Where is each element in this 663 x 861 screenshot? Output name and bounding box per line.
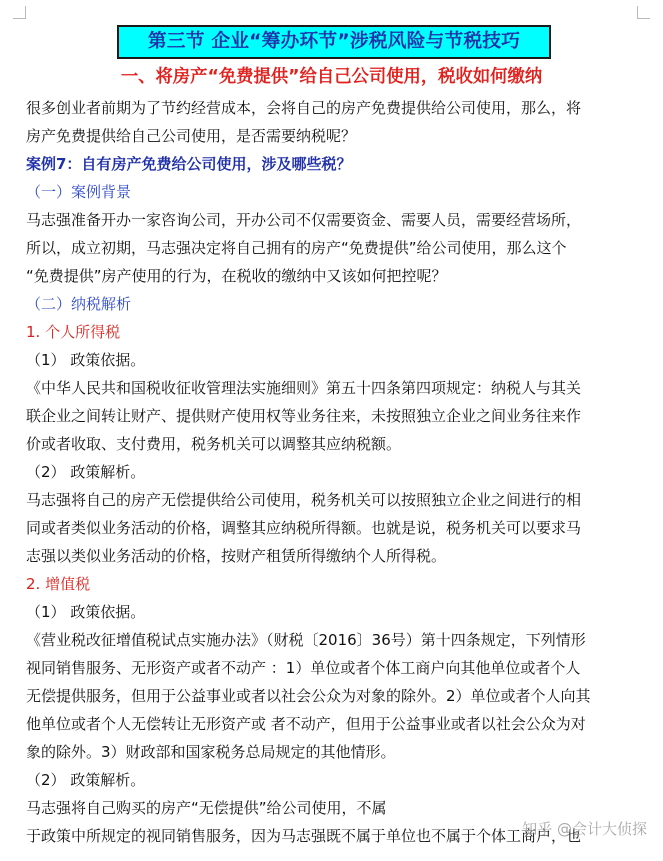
paragraph-line: 无偿提供服务，但用于公益事业或者以社会公众为对象的除外。2）单位或者个人向其 <box>26 687 591 705</box>
page-corner-mark-left <box>13 6 26 19</box>
paragraph-line: 于政策中所规定的视同销售服务，因为马志强既不属于单位也不属于个体工商户，也 <box>26 827 582 845</box>
section-subtitle: 一、将房产“免费提供”给自己公司使用，税收如何缴纳 <box>120 67 543 87</box>
paragraph-line: 联企业之间转让财产、提供财产使用权等业务往来，未按照独立企业之间业务往来作 <box>26 407 582 425</box>
paragraph-line: 志强以类似业务活动的价格，按财产租赁所得缴纳个人所得税。 <box>26 547 447 565</box>
item-heading: （1） 政策依据。 <box>26 351 146 369</box>
paragraph-line: 视同销售服务、无形资产或者不动产 ：1）单位或者个体工商户向其他单位或者个人 <box>26 659 581 677</box>
item-heading: （2） 政策解析。 <box>26 771 146 789</box>
paragraph-line: 房产免费提供给自己公司使用，是否需要纳税呢？ <box>26 127 357 145</box>
paragraph-line: 《营业税改征增值税试点实施办法》（财税〔2016〕36号）第十四条规定，下列情形 <box>26 631 586 649</box>
section-title: 第三节 企业“筹办环节”涉税风险与节税技巧 <box>117 25 551 59</box>
paragraph-line: 他单位或者个人无偿转让无形资产或 者不动产，但用于公益事业或者以社会公众为对 <box>26 715 586 733</box>
subsection-heading: （二）纳税解析 <box>26 295 132 313</box>
page-corner-mark-right <box>637 6 650 19</box>
paragraph-line: 很多创业者前期为了节约经营成本，会将自己的房产免费提供给公司使用，那么，将 <box>26 99 582 117</box>
case-heading: 案例7：自有房产免费给公司使用，涉及哪些税？ <box>26 155 352 173</box>
tax-heading: 1. 个人所得税 <box>26 323 121 341</box>
item-heading: （1） 政策依据。 <box>26 603 146 621</box>
paragraph-line: 同或者类似业务活动的价格，调整其应纳税所得额。也就是说，税务机关可以要求马 <box>26 519 582 537</box>
paragraph-line: “免费提供”房产使用的行为，在税收的缴纳中又该如何把控呢？ <box>26 267 447 285</box>
paragraph-line: 价或者收取、支付费用，税务机关可以调整其应纳税额。 <box>26 435 402 453</box>
paragraph-line: 马志强将自己的房产无偿提供给公司使用，税务机关可以按照独立企业之间进行的相 <box>26 491 582 509</box>
subsection-heading: （一）案例背景 <box>26 183 132 201</box>
paragraph-line: 马志强准备开办一家咨询公司，开办公司不仅需要资金、需要人员，需要经营场所， <box>26 211 582 229</box>
paragraph-line: 所以，成立初期，马志强决定将自己拥有的房产“免费提供”给公司使用，那么这个 <box>26 239 567 257</box>
paragraph-line: 象的除外。3）财政部和国家税务总局规定的其他情形。 <box>26 743 396 761</box>
tax-heading: 2. 增值税 <box>26 575 91 593</box>
paragraph-line: 《中华人民共和国税收征收管理法实施细则》第五十四条第四项规定：纳税人与其关 <box>26 379 582 397</box>
paragraph-line: 马志强将自己购买的房产“无偿提供”给公司使用，不属 <box>26 799 387 817</box>
item-heading: （2） 政策解析。 <box>26 463 146 481</box>
watermark: 知乎 @会计大侦探 <box>522 820 647 838</box>
